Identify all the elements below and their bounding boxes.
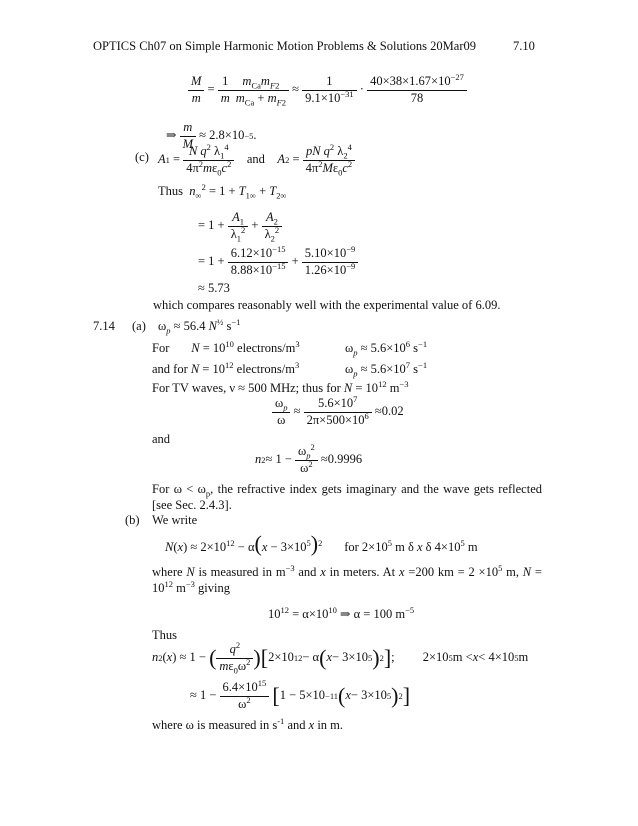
reflection-text: For $\omega < \omega_p$, the refractive index gets imaginary and the wave gets reflected [see Sec. 2.4.3]. (152, 482, 542, 512)
tv-waves-text: For TV waves, ν ≈ 500 MHz; thus for $N = 10^{12}$ $m^{-3}$ (152, 378, 409, 395)
omega-p-formula: $\omega_p \approx 56.4$ $N^{\frac{1}{2}}$ $s^{-1}$ (158, 316, 241, 336)
measurement-text: where N is measured in $m^{-3}$ and x in meters. At x =200 km = $2 \times 10^5$ m, $N = 10^{12}$ $m^{-3}$ giving (152, 562, 542, 595)
we-write-label: We write (152, 513, 198, 527)
part-b-label: (b) (125, 513, 140, 527)
n2-x-equation: n 2 ( x ) ≈ 1 − ( $\frac{q^2}{m\varepsilon_0\omega^2}$ ) [ 2×10 12 − α ( x − 3×10 5 ) 2 ] ; 2×10 5 m < x < 4×10 5 m (152, 639, 529, 676)
comparison-text: which compares reasonably well with the experimental value of 6.09. (153, 298, 501, 312)
omega-ratio-equation: $\frac{\omega_p}{\omega}$ ≈ $\frac{5.6\times 10^7}{2\pi\times 500\times 10^6}$ ≈ 0.02 (272, 396, 404, 428)
omega-p-result-2: $\omega_p \approx 5.6\times 10^7$ $s^{-1}$ (345, 359, 428, 379)
omega-p-result-1: $\omega_p \approx 5.6\times 10^6$ $s^{-1}$ (345, 338, 428, 358)
for-n-1e10: For $N = 10^{10}$ electrons/$m^3$ (152, 338, 300, 355)
a1-a2-equation: A 1 = $\frac{N q^2 \lambda_1^4}{4\pi^2m\varepsilon_0c^2}$ and A 2 = $\frac{pN q^2 \lambda_2^4}{4\pi^2M\varepsilon_0c^2}$ (158, 144, 355, 176)
n2-result: ≈ 5.73 (198, 281, 230, 295)
n2-x-numeric: ≈ 1 − $\frac{6.4\times 10^{15}}{\omega^2}$ [ 1 − 5×10 −11 ( x − 3×10 5 ) 2 ] (190, 677, 411, 711)
inverse-mass-ratio: ⇒ $\frac{m}{M}$ ≈ 2.8×10 −5 . (166, 120, 257, 151)
page-number: 7.10 (513, 39, 535, 53)
mass-ratio-equation: $\frac{M}{m}$ = $\frac{1}{m}$ $\frac{m_{Ca}m_{F2}}{m_{Ca} + m_{F2}}$ ≈ $\frac{1}{9.1\times 10^{-31}}$ · $\frac{40\times 38\times 1.67\times 10^{-27}}{78}$ (188, 74, 467, 106)
units-note: where ω is measured in $s^{-1}$ and x in m. (152, 715, 344, 732)
n2-expanded: = 1 + $\frac{A_1}{\lambda_1^2}$ + $\frac{A_2}{\lambda_2^2}$ (198, 210, 282, 242)
for-n-1e12: and for $N = 10^{12}$ electrons/$m^3$ (152, 359, 300, 376)
and-label: and (152, 432, 171, 446)
part-c-label: (c) (135, 150, 149, 164)
problem-number: 7.14 (93, 319, 115, 333)
n2-numeric: = 1 + $\frac{6.12\times 10^{-15}}{8.88\times 10^{-15}}$ + $\frac{5.10\times 10^{-9}}{1.26\times 10^{-9}}$ (198, 246, 358, 278)
n2-tv-equation: n 2 ≈ 1 − $\frac{\omega_p^2}{\omega^2}$ ≈ 0.9996 (255, 441, 363, 475)
running-header: OPTICS Ch07 on Simple Harmonic Motion Problems & Solutions 20Mar09 (93, 39, 476, 53)
thus-label: Thus (152, 628, 177, 642)
part-a-label: (a) (132, 319, 146, 333)
alpha-equation: $10^{12} = \alpha\times 10^{10}$ ⇒ α = 100 $m^{-5}$ (268, 604, 415, 621)
density-equation: $N(x) \approx 2\times 10^{12} - \alpha(x - 3\times 10^5)^2$ for $2\times 10^5$ m δ x δ $4\times 10^5$ m (165, 531, 478, 556)
thus-n-squared: Thus $n_\infty^2 = 1 + T_{1\infty} + T_{2\infty}$ (158, 181, 287, 201)
